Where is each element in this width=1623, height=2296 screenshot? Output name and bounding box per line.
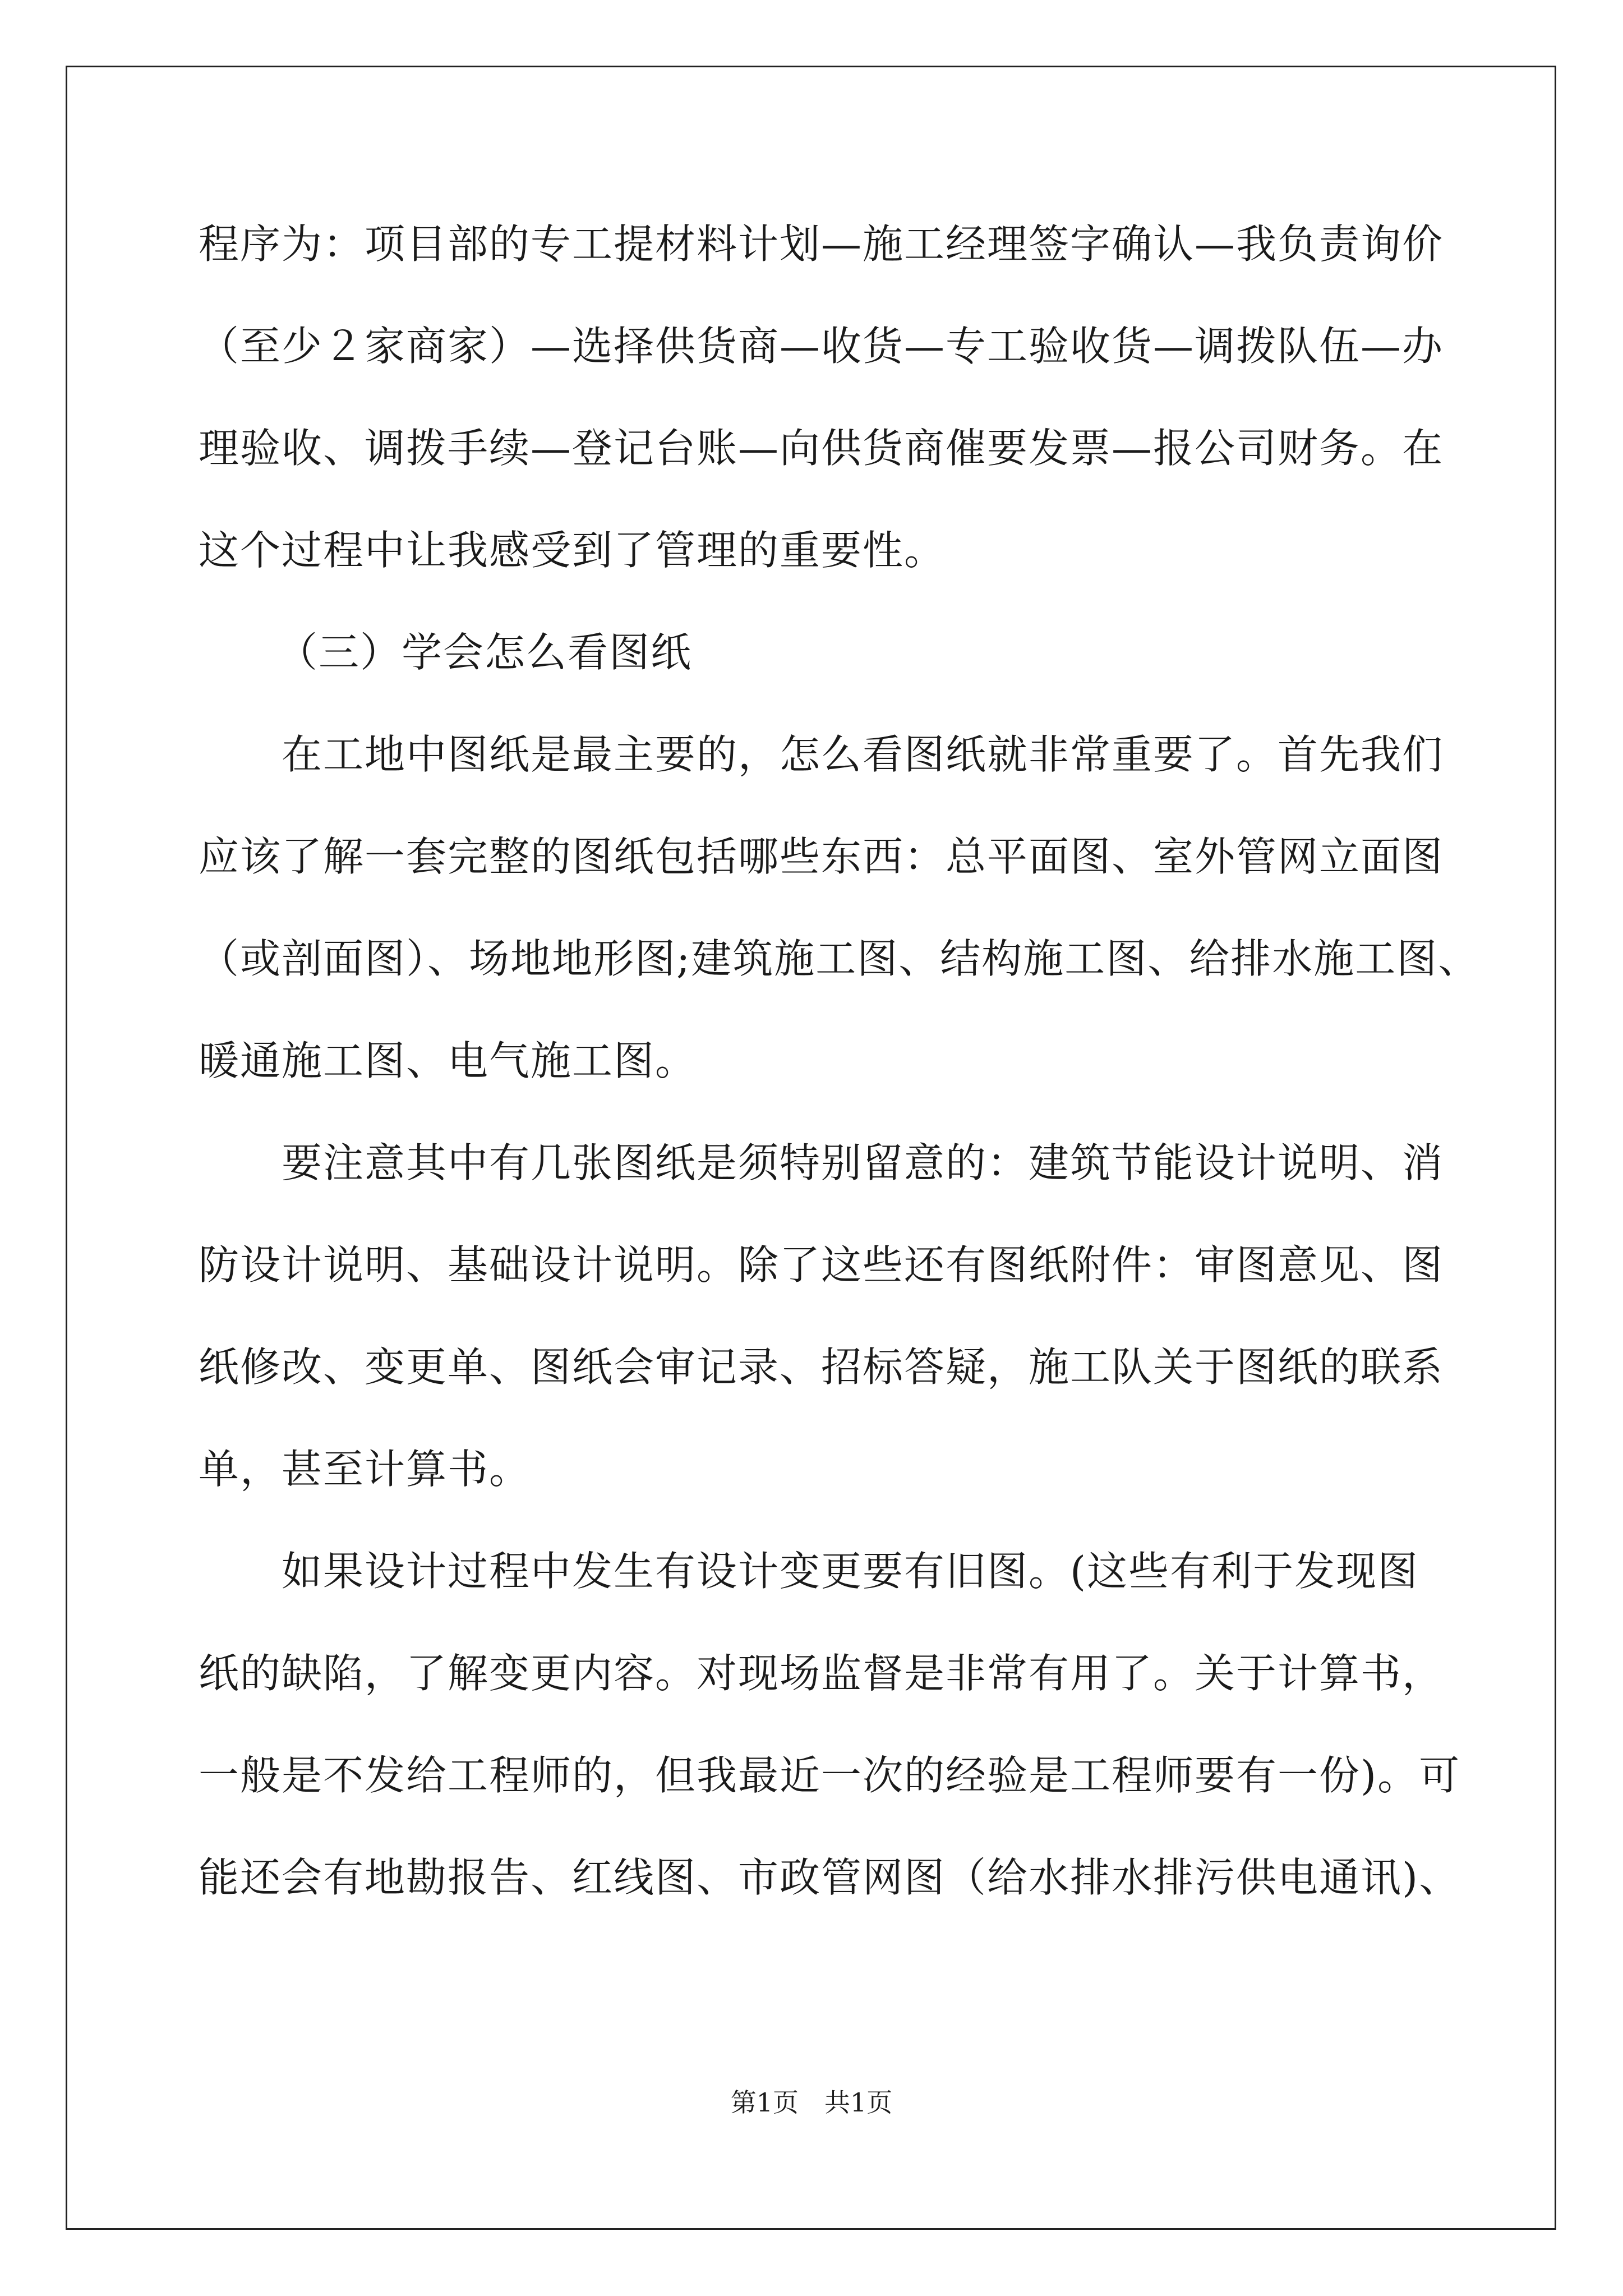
text-line: 纸修改、变更单、图纸会审记录、招标答疑，施工队关于图纸的联系 <box>199 1343 1444 1391</box>
text-line: （至少２家商家）—选择供货商—收货—专工验收货—调拨队伍—办 <box>199 323 1444 370</box>
paragraph-start-line: 在工地中图纸是最主要的，怎么看图纸就非常重要了。首先我们 <box>282 731 1444 778</box>
text-line: 应该了解一套完整的图纸包括哪些东西：总平面图、室外管网立面图 <box>199 833 1444 880</box>
text-line: 这个过程中让我感受到了管理的重要性。 <box>199 527 946 574</box>
text-line: 理验收、调拨手续—登记台账—向供货商催要发票—报公司财务。在 <box>199 425 1444 472</box>
section-heading: （三）学会怎么看图纸 <box>277 629 693 676</box>
text-line: （或剖面图）、场地地形图;建筑施工图、结构施工图、给排水施工图、 <box>199 935 1480 982</box>
paragraph-start-line: 要注意其中有几张图纸是须特别留意的：建筑节能设计说明、消 <box>282 1139 1444 1186</box>
text-line: 单，甚至计算书。 <box>199 1446 531 1493</box>
text-line: 防设计说明、基础设计说明。除了这些还有图纸附件：审图意见、图 <box>199 1241 1444 1289</box>
paragraph-start-line: 如果设计过程中发生有设计变更要有旧图。(这些有利于发现图 <box>282 1548 1419 1595</box>
text-line: 能还会有地勘报告、红线图、市政管网图（给水排水排污供电通讯)、 <box>199 1854 1461 1901</box>
text-line: 程序为：项目部的专工提材料计划—施工经理签字确认—我负责询价 <box>199 220 1444 268</box>
text-line: 一般是不发给工程师的，但我最近一次的经验是工程师要有一份)。可 <box>199 1752 1461 1799</box>
text-line: 纸的缺陷，了解变更内容。对现场监督是非常有用了。关于计算书， <box>199 1650 1444 1697</box>
text-line: 暖通施工图、电气施工图。 <box>199 1037 697 1084</box>
page-number-footer: 第1页 共1页 <box>730 2087 893 2118</box>
